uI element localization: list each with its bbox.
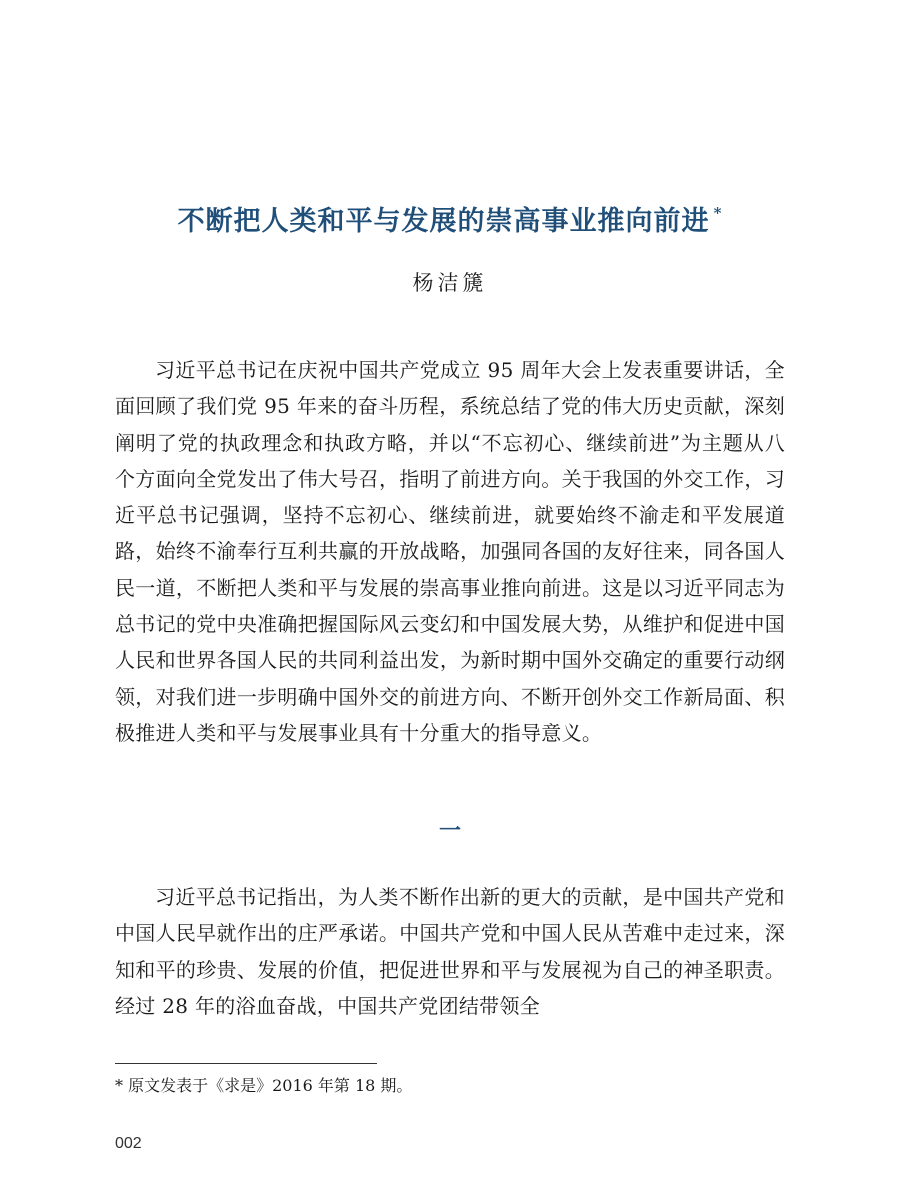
author-name: 杨洁篪 xyxy=(412,271,488,295)
page-number: 002 xyxy=(115,1135,142,1152)
title-footnote-mark: * xyxy=(713,204,723,222)
footnote: * 原文发表于《求是》2016 年第 18 期。 xyxy=(115,1076,413,1095)
body-paragraph-2: 习近平总书记指出，为人类不断作出新的更大的贡献，是中国共产党和中国人民早就作出的庄严承诺。中国共产党和中国人民从苦难中走过来，深知和平的珍贵、发展的价值，把促进世界和平与发展视为自己的神圣职责。经过 28 年的浴血奋战，中国共产党团结带领全 xyxy=(115,885,785,1018)
section-heading-number: 一 xyxy=(438,818,461,844)
article-title-text: 不断把人类和平与发展的崇高事业推向前进 xyxy=(177,206,710,237)
footnote-divider xyxy=(115,1063,377,1064)
body-paragraph-1: 习近平总书记在庆祝中国共产党成立 95 周年大会上发表重要讲话，全面回顾了我们党 95 年来的奋斗历程，系统总结了党的伟大历史贡献，深刻阐明了党的执政理念和执政方略，并以“不忘初心、继续前进”为主题从八个方面向全党发出了伟大号召，指明了前进方向。关于我国的外交工作，习近平总书记强调，坚持不忘初心、继续前进，就要始终不渝走和平发展道路，始终不渝奉行互利共赢的开放战略，加强同各国的友好往来，同各国人民一道，不断把人类和平与发展的崇高事业推向前进。这是以习近平同志为总书记的党中央准确把握国际风云变幻和中国发展大势，从维护和促进中国人民和世界各国人民的共同利益出发，为新时期中国外交确定的重要行动纲领，对我们进一步明确中国外交的前进方向、不断开创外交工作新局面、积极推进人类和平与发展事业具有十分重大的指导意义。 xyxy=(115,358,785,745)
article-title xyxy=(0,200,900,247)
